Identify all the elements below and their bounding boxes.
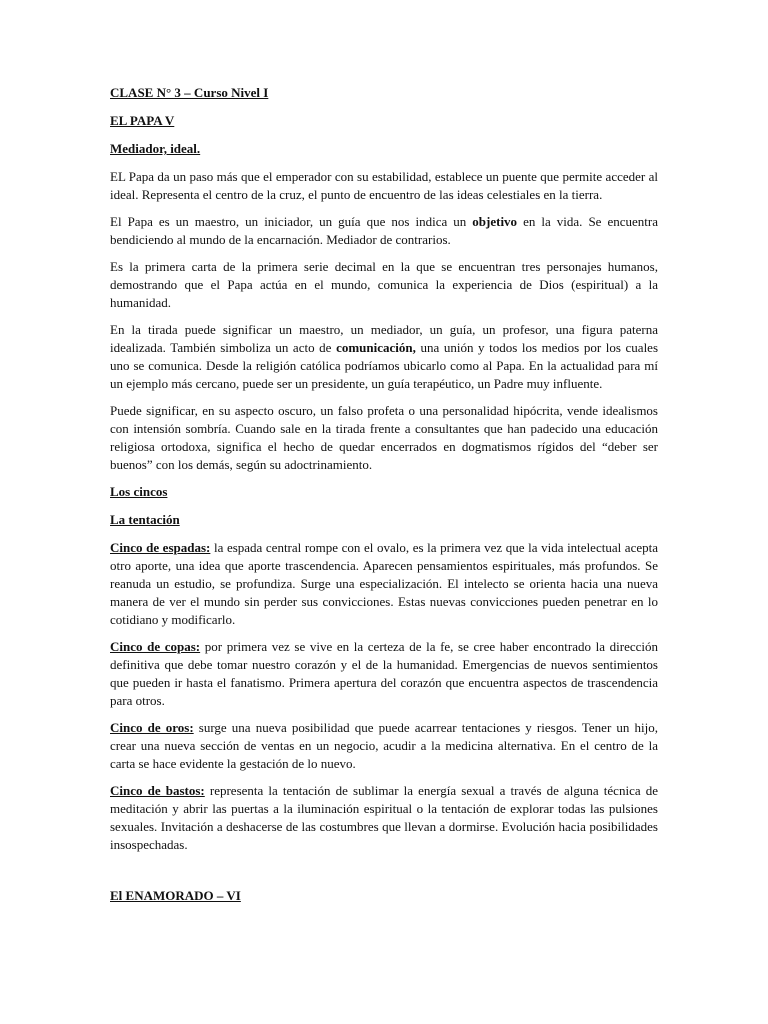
section-heading-los-cincos: Los cincos — [110, 484, 168, 499]
section-heading-el-enamorado: El ENAMORADO – VI — [110, 888, 241, 903]
section-subheading-tentacion: La tentación — [110, 512, 180, 527]
paragraph-papa-maestro — [110, 213, 658, 249]
paragraph-papa-tirada — [110, 321, 658, 393]
text-run: una unión y todos los medios por los cuales uno se comunica. Desde la religión católica podríamos ubicarlo como al Papa. En la actualidad para mí un ejemplo más cercano, puede ser un presidente, un guía terapéutico, un Padre muy influente. — [110, 340, 659, 391]
paragraph-papa-intro: EL Papa da un paso más que el emperador con su estabilidad, establece un puente que permite acceder al ideal. Representa el centro de la cruz, el punto de encuentro de las ideas celestiales en la tierra. — [110, 169, 658, 202]
section-heading-el-papa: EL PAPA V — [110, 113, 175, 128]
paragraph-cinco-bastos — [110, 782, 658, 854]
label-cinco-copas: Cinco de copas: — [110, 639, 201, 654]
text-run: en la vida. Se encuentra bendiciendo al mundo de la encarnación. Mediador de contrarios. — [110, 214, 658, 247]
text-run: por primera vez se vive en la certeza de la fe, se cree haber encontrado la dirección definitiva que debe tomar nuestro corazón y el de la humanidad. Emergencias de nuevos sentimientos que pueden ir hasta el fanatismo. Primera apertura del corazón que encuentra aspectos de trascendencia para otros. — [110, 639, 659, 708]
paragraph-papa-primera-carta: Es la primera carta de la primera serie decimal en la que se encuentran tres personajes humanos, demostrando que el Papa actúa en el mundo, comunica la experiencia de Dios (espiritual) a la humanidad. — [110, 259, 658, 310]
document-page — [110, 84, 658, 915]
paragraph-papa-aspecto-oscuro: Puede significar, en su aspecto oscuro, un falso profeta o una personalidad hipócrita, vende idealismos con intensión sombría. Cuando sale en la tirada frente a consultantes que han padecido una educación religiosa ortodoxa, significa el hecho de quedar encerrados en dogmatismos rígidos del “deber ser buenos” con los demás, según su adoctrinamiento. — [110, 403, 658, 472]
paragraph-cinco-copas — [110, 638, 658, 710]
paragraph-cinco-espadas — [110, 539, 658, 629]
bold-term-objetivo: objetivo — [472, 214, 518, 229]
document-title: CLASE N° 3 – Curso Nivel I — [110, 85, 269, 100]
text-run: En la tirada puede significar un maestro, un mediador, un guía, un profesor, una figura paterna idealizada. También simboliza un acto de — [110, 322, 658, 355]
bold-term-comunicacion: comunicación, — [336, 340, 416, 355]
text-run: la espada central rompe con el ovalo, es la primera vez que la vida intelectual acepta otro aporte, una idea que aporte trascendencia. Aparecen pensamientos espirituales, más profundos. Se reanuda un estudio, se profundiza. Surge una especialización. El intelecto se orienta hacia una nueva manera de ver el mundo sin perder sus convicciones. Estas nuevas convicciones pueden penetrar en lo cotidiano y modificarlo. — [110, 540, 658, 627]
label-cinco-espadas: Cinco de espadas: — [110, 540, 211, 555]
section-subheading-mediador: Mediador, ideal. — [110, 141, 201, 156]
text-run: surge una nueva posibilidad que puede acarrear tentaciones y riesgos. Tener un hijo, crear una nueva sección de ventas en un negocio, acudir a la medicina alternativa. En el centro de la carta se hace evidente la gestación de lo nuevo. — [110, 720, 658, 771]
text-run: El Papa es un maestro, un iniciador, un guía que nos indica un — [110, 214, 473, 229]
label-cinco-bastos: Cinco de bastos: — [110, 783, 205, 798]
label-cinco-oros: Cinco de oros: — [110, 720, 194, 735]
paragraph-cinco-oros — [110, 719, 658, 773]
spacer — [110, 863, 658, 887]
text-run: representa la tentación de sublimar la energía sexual a través de alguna técnica de meditación y abrir las puertas a la iluminación espiritual o la tentación de explorar todas las pulsiones sexuales. Invitación a deshacerse de las costumbres que llevan a dormirse. Evolución hacia posibilidades insospechadas. — [110, 783, 658, 852]
